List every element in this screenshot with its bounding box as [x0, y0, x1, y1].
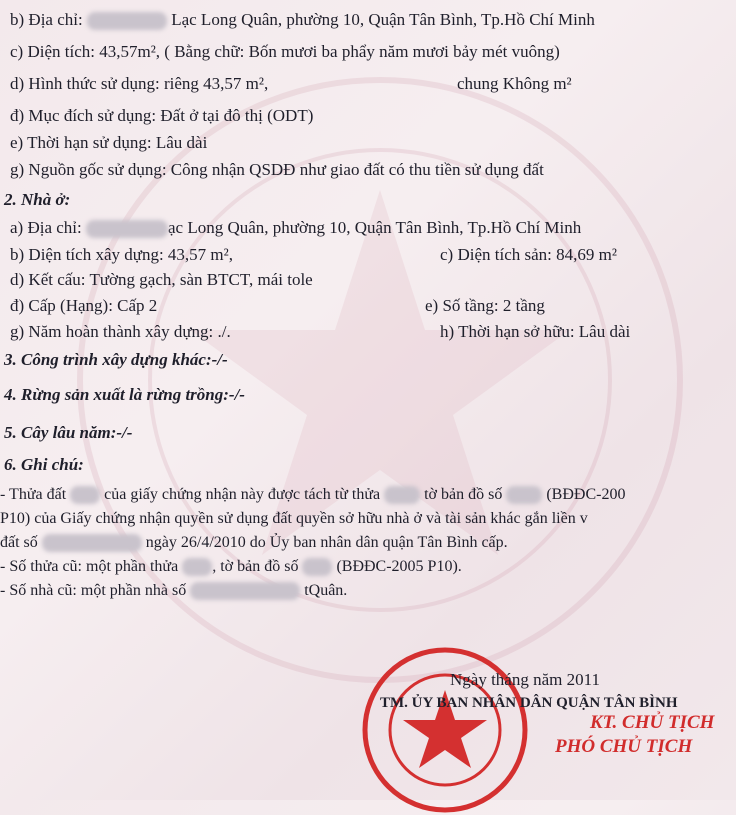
note-line-1	[0, 485, 625, 505]
section-perennial: 5. Cây lâu năm:-/-	[4, 423, 133, 442]
origin-line: g) Nguồn gốc sử dụng: Công nhận QSDĐ như giao đất có thu tiền sử dụng đất	[10, 160, 544, 179]
redacted-block	[190, 582, 300, 600]
watermark-emblem	[60, 60, 700, 700]
section-notes: 6. Ghi chú:	[4, 455, 84, 474]
purpose-line: đ) Mục đích sử dụng: Đất ở tại đô thị (ODT)	[10, 106, 314, 125]
note-text: tờ bản đồ số	[420, 486, 507, 503]
term-line: e) Thời hạn sử dụng: Lâu dài	[10, 133, 208, 152]
address-value: Lạc Long Quân, phường 10, Quận Tân Bình, Tp.Hồ Chí Minh	[166, 10, 595, 29]
note-text: (BĐĐC-2005 P10).	[332, 558, 462, 575]
note-text: - Số nhà cũ: một phần nhà số	[0, 582, 191, 599]
note-text: của giấy chứng nhận này được tách từ thửa	[100, 486, 385, 503]
house-address-line	[10, 218, 581, 238]
note-text: (BĐĐC-200	[542, 486, 626, 503]
ownership-term-line: h) Thời hạn sở hữu: Lâu dài	[440, 322, 631, 341]
note-line-4	[0, 557, 462, 577]
note-text: - Thửa đất	[0, 486, 71, 503]
note-text: tQuân.	[304, 582, 348, 599]
redacted-block	[87, 12, 167, 30]
note-text: - Số thửa cũ: một phần thửa	[0, 558, 183, 575]
usage-form-line: d) Hình thức sử dụng: riêng 43,57 m²,	[10, 74, 269, 93]
floors-line: e) Số tầng: 2 tầng	[425, 296, 545, 315]
redacted-block	[506, 486, 542, 504]
redacted-block	[384, 486, 420, 504]
signer-kt: KT. CHỦ TỊCH	[590, 712, 715, 733]
section-forest: 4. Rừng sản xuất là rừng trồng:-/-	[4, 385, 245, 404]
note-text: ngày 26/4/2010 do Ủy ban nhân dân quận Tân Bình cấp.	[145, 534, 508, 551]
redacted-block	[182, 558, 212, 576]
redacted-block	[86, 220, 168, 238]
section-house-heading: 2. Nhà ở:	[4, 190, 71, 209]
signer-role: PHÓ CHỦ TỊCH	[555, 736, 693, 757]
completion-year-line: g) Năm hoàn thành xây dựng: ./.	[10, 322, 231, 341]
address-line	[10, 10, 595, 30]
sign-date: Ngày tháng năm 2011	[450, 670, 600, 689]
note-line-2: P10) của Giấy chứng nhận quyền sử dụng đất quyền sở hữu nhà ở và tài sản khác gắn liền v	[0, 510, 588, 527]
redacted-block	[70, 486, 100, 504]
floor-area: c) Diện tích sản: 84,69 m²	[440, 245, 617, 264]
section-other-works: 3. Công trình xây dựng khác:-/-	[4, 350, 228, 369]
structure-line: d) Kết cấu: Tường gạch, sàn BTCT, mái tole	[10, 270, 313, 289]
address-label: b) Địa chỉ:	[10, 10, 87, 29]
redacted-block	[302, 558, 332, 576]
redacted-block	[42, 534, 142, 552]
house-address-value: ạc Long Quân, phường 10, Quận Tân Bình, Tp.Hồ Chí Minh	[168, 218, 582, 237]
issuing-body: TM. ỦY BAN NHÂN DÂN QUẬN TÂN BÌNH	[380, 695, 678, 711]
note-text: đất số	[0, 534, 42, 551]
note-line-5	[0, 581, 347, 601]
area-line: c) Diện tích: 43,57m², ( Bằng chữ: Bốn mươi ba phẩy năm mươi bảy mét vuông)	[10, 42, 560, 61]
grade-line: đ) Cấp (Hạng): Cấp 2	[10, 296, 158, 315]
usage-common: chung Không m²	[457, 74, 572, 93]
build-area: b) Diện tích xây dựng: 43,57 m²,	[10, 245, 234, 264]
note-line-3	[0, 533, 508, 553]
house-address-label: a) Địa chỉ:	[10, 218, 86, 237]
note-text: , tờ bản đồ số	[212, 558, 303, 575]
